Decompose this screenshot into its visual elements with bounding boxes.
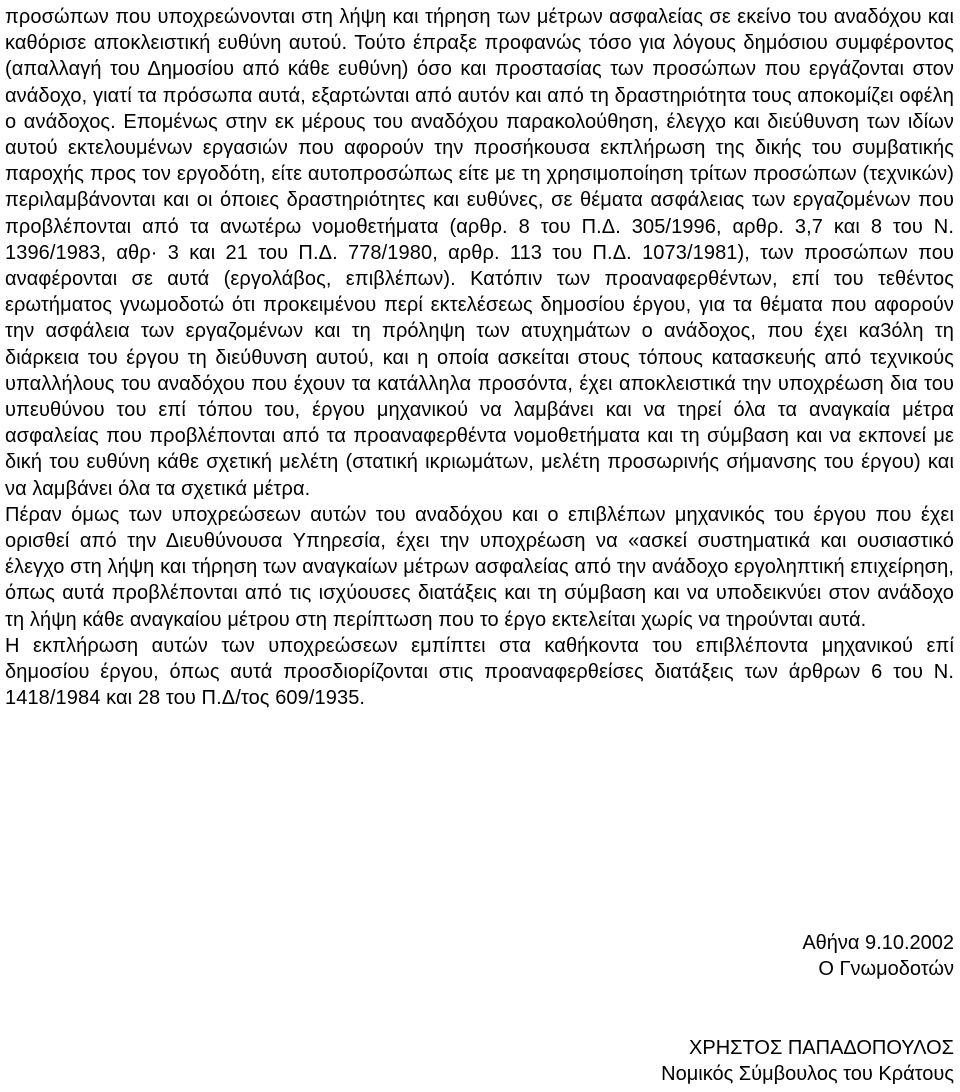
signature-block-signer [661,1035,954,1087]
document-body [5,4,954,711]
signature-block-date [802,930,954,982]
signer-name: ΧΡΗΣΤΟΣ ΠΑΠΑΔΟΠΟΥΛΟΣ [689,1037,954,1059]
signature-role: Ο Γνωμοδοτών [818,958,954,981]
paragraph-3: Η εκπλήρωση αυτών των υποχρεώσεων εμπίπτει στα καθήκοντα του επιβλέποντα μηχανικού επί δημοσίου έργου, όπως αυτά προσδιορίζονται στις προαναφερθείσες διατάξεις των άρθρων 6 του Ν. 1418/1984 και 28 του Π.Δ/τος 609/1935. [5,634,954,710]
paragraph-1: προσώπων που υποχρεώνονται στη λήψη και τήρηση των μέτρων ασφαλείας σε εκείνο του αναδόχου και καθόρισε αποκλειστική ευθύνη αυτού. Τούτο έπραξε προφανώς τόσο για λόγους δημόσιου συμφέροντος (απαλλαγή του Δημοσίου από κάθε ευθύνη) όσο και προστασίας των προσώπων που εργάζονται στον ανάδοχο, γιατί τα πρόσωπα αυτά, εξαρτώνται από αυτόν και από τη δραστηριότητα τους αποκομίζει οφέλη ο ανάδοχος. Επομένως στην εκ μέρους του αναδόχου παρακολούθηση, έλεγχο και διεύθυνση των ιδίων αυτού εκτελουμένων εργασιών που αφορούν την προσήκουσα εκπλήρωση της δικής του συμβατικής παροχής προς τον εργοδότη, είτε αυτοπροσώπως είτε με τη χρησιμοποίηση τρίτων προσώπων (τεχνικών) περιλαμβάνονται και οι όποιες δραστηριότητες και ευθύνες, σε θέματα ασφάλειας των εργαζομένων που προβλέπονται από τα ανωτέρω νομοθετήματα (αρθρ. 8 του Π.Δ. 305/1996, αρθρ. 3,7 και 8 του Ν. 1396/1983, αθρ· 3 και 21 του Π.Δ. 778/1980, αρθρ. 113 του Π.Δ. 1073/1981), των προσώπων που αναφέρονται σε αυτά (εργολάβος, επιβλέπων). Κατόπιν των προαναφερθέντων, επί του τεθέντος ερωτήματος γνωμοδοτώ ότι προκειμένου περί εκτελέσεως δημοσίου έργου, για τα θέματα που αφορούν την ασφάλεια των εργαζομένων και τη πρόληψη των ατυχημάτων ο ανάδοχος, που έχει κα3όλη τη διάρκεια του έργου τη διεύθυνση αυτού, και η οποία ασκείται στους τόπους κατασκευής από τεχνικούς υπαλλήλους του αναδόχου που έχουν τα κατάλληλα προσόντα, έχει αποκλειστικά την υποχρέωση δια του υπευθύνου του επί τόπου του, έργου μηχανικού να λαμβάνει και να τηρεί όλα τα αναγκαία μέτρα ασφαλείας που προβλέπονται από τα προαναφερθέντα νομοθετήματα και τη σύμβαση και να εκπονεί με δική του ευθύνη κάθε σχετική μελέτη (στατική ικριωμάτων, μελέτη προσωρινής σήμανσης του έργου) και να λαμβάνει όλα τα σχετικά μέτρα. [5,6,954,500]
signer-title: Νομικός Σύμβουλος του Κράτους [661,1063,954,1086]
signature-place-date: Αθήνα 9.10.2002 [802,932,954,954]
paragraph-2: Πέραν όμως των υποχρεώσεων αυτών του αναδόχου και ο επιβλέπων μηχανικός του έργου που έχει ορισθεί από την Διευθύνουσα Υπηρεσία, έχει την υποχρέωση να «ασκεί συστηματικά και ουσιαστικό έλεγχο στη λήψη και τήρηση των αναγκαίων μέτρων ασφαλείας από την ανάδοχο εργοληπτική επιχείρηση, όπως αυτά προβλέπονται από τις ισχύουσες διατάξεις και τη σύμβαση και να υποδεικνύει στον ανάδοχο τη λήψη κάθε αναγκαίου μέτρου στη περίπτωση που το έργο εκτελείται χωρίς να τηρούνται αυτά. [5,503,954,631]
